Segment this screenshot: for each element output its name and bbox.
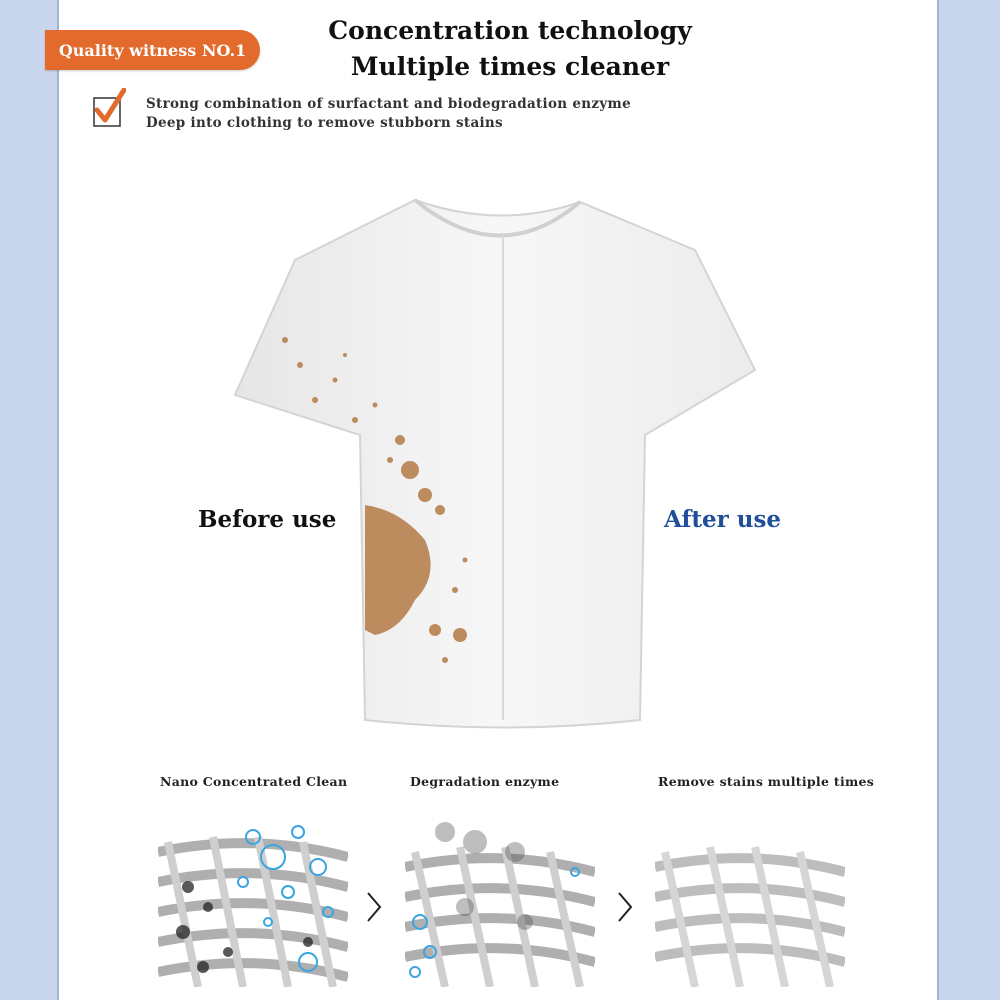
chevron-right-icon	[615, 890, 635, 924]
fabric-panel-clean	[655, 812, 845, 987]
step-3-title: Remove stains multiple times	[658, 774, 875, 789]
fabric-panel-nano-clean	[158, 812, 348, 987]
checkmark-icon	[92, 88, 126, 128]
after-use-label: After use	[664, 506, 782, 533]
step-2-title: Degradation enzyme	[410, 774, 560, 789]
badge-text: Quality witness NO.1	[58, 40, 247, 60]
fabric-panel-enzyme	[405, 812, 595, 987]
quality-badge	[45, 30, 260, 70]
tshirt-illustration	[225, 190, 785, 735]
headline-line-2: Multiple times cleaner	[350, 52, 670, 81]
headline-line-1: Concentration technology	[328, 16, 692, 45]
feature-line-2: Deep into clothing to remove stubborn stains	[146, 115, 503, 131]
feature-line-1: Strong combination of surfactant and biodegradation enzyme	[146, 96, 631, 112]
step-1-title: Nano Concentrated Clean	[160, 774, 348, 789]
before-use-label: Before use	[198, 506, 337, 533]
chevron-right-icon	[364, 890, 384, 924]
